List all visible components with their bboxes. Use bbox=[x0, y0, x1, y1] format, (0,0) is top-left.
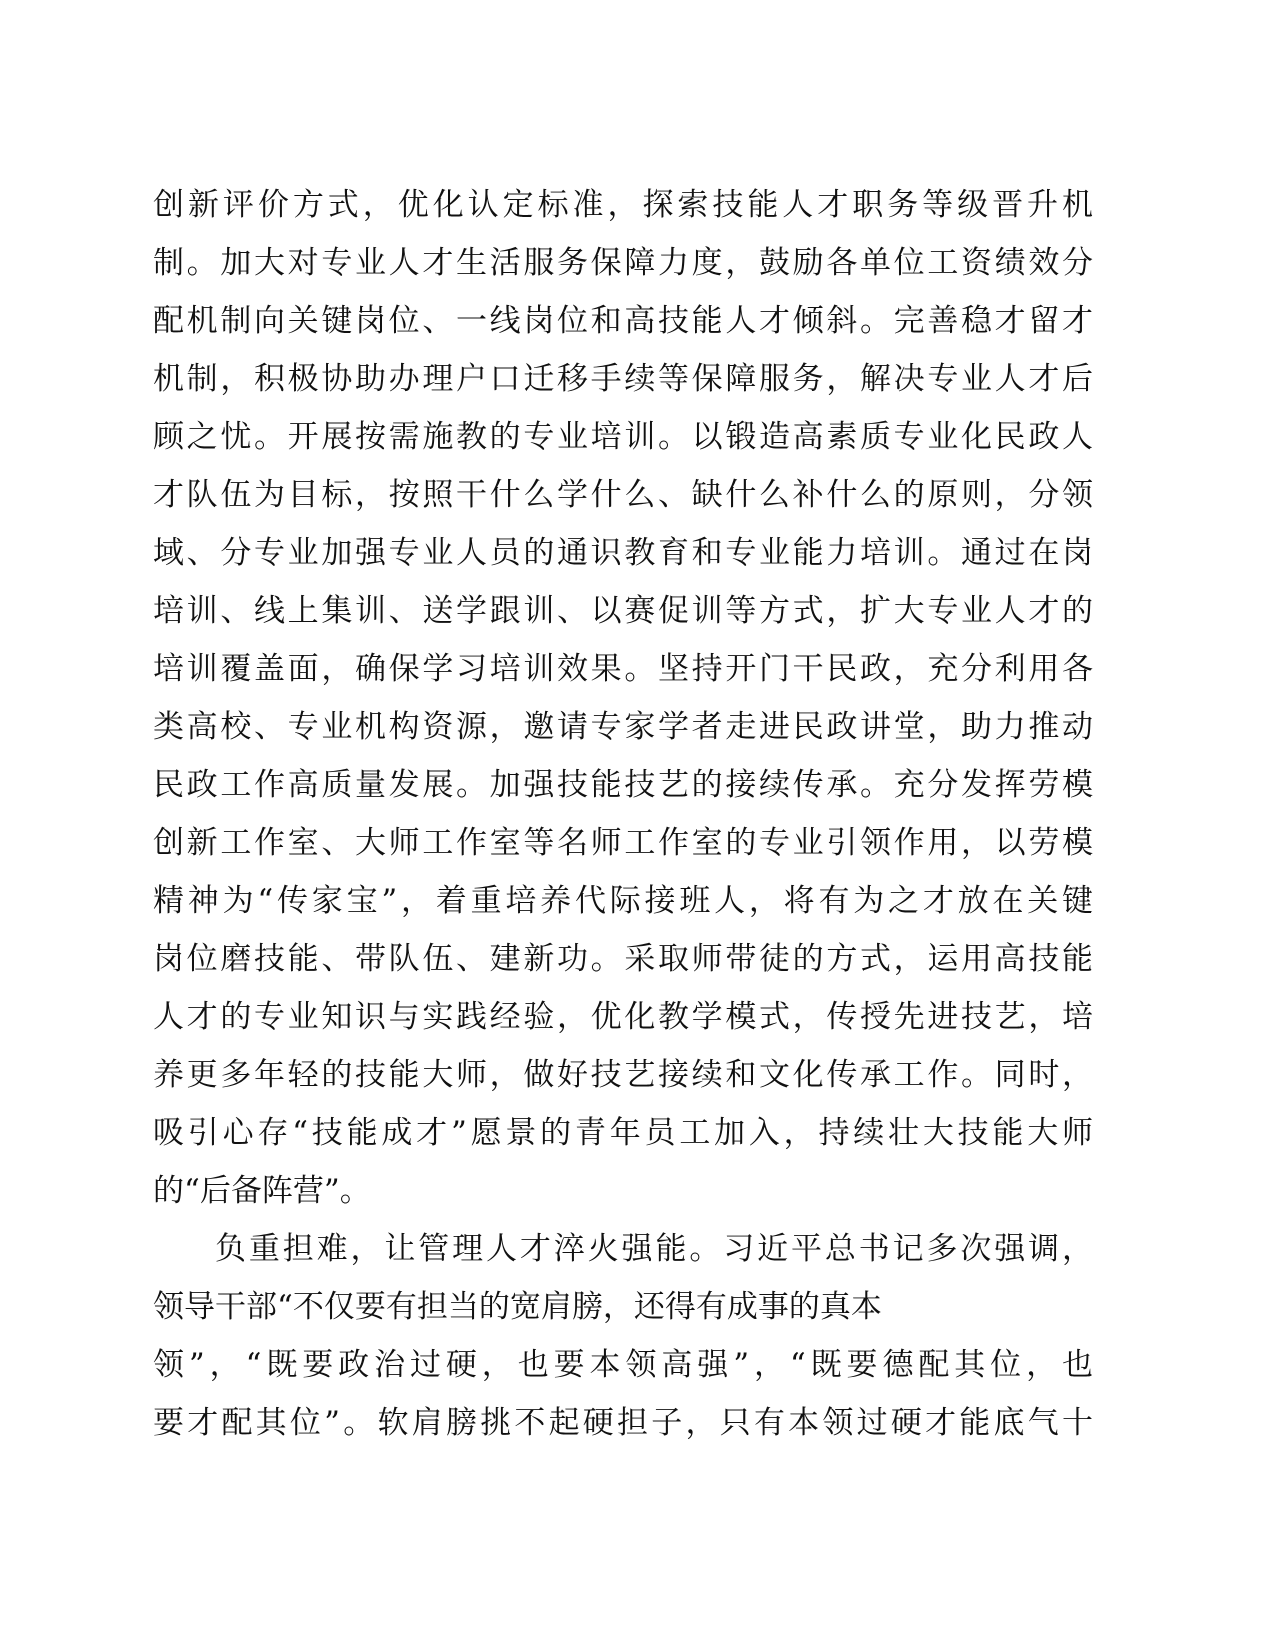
text-line: 的“后备阵营”。 bbox=[153, 1173, 371, 1209]
text-line: 要才配其位”。软肩膀挑不起硬担子，只有本领过硬才能底气十 bbox=[153, 1405, 1093, 1441]
text-line: 培训覆盖面，确保学习培训效果。坚持开门干民政，充分利用各 bbox=[153, 651, 1093, 687]
text-line: 民政工作高质量发展。加强技能技艺的接续传承。充分发挥劳模 bbox=[153, 767, 1093, 803]
text-line: 制。加大对专业人才生活服务保障力度，鼓励各单位工资绩效分 bbox=[153, 245, 1093, 281]
text-line: 机制，积极协助办理户口迁移手续等保障服务，解决专业人才后 bbox=[153, 361, 1093, 397]
text-line: 才队伍为目标，按照干什么学什么、缺什么补什么的原则，分领 bbox=[153, 477, 1093, 513]
text-line: 创新工作室、大师工作室等名师工作室的专业引领作用，以劳模 bbox=[153, 825, 1093, 861]
paragraph-start-line: 负重担难，让管理人才淬火强能。习近平总书记多次强调， bbox=[215, 1231, 1093, 1267]
text-line: 人才的专业知识与实践经验，优化教学模式，传授先进技艺，培 bbox=[153, 999, 1093, 1035]
text-line: 领导干部“不仅要有担当的宽肩膀，还得有成事的真本 bbox=[153, 1289, 882, 1325]
body-text bbox=[153, 176, 1093, 1452]
text-line: 配机制向关键岗位、一线岗位和高技能人才倾斜。完善稳才留才 bbox=[153, 303, 1093, 339]
text-line: 顾之忧。开展按需施教的专业培训。以锻造高素质专业化民政人 bbox=[153, 419, 1093, 455]
text-line: 养更多年轻的技能大师，做好技艺接续和文化传承工作。同时， bbox=[153, 1057, 1093, 1093]
text-line: 吸引心存“技能成才”愿景的青年员工加入，持续壮大技能大师 bbox=[153, 1115, 1093, 1151]
text-line: 域、分专业加强专业人员的通识教育和专业能力培训。通过在岗 bbox=[153, 535, 1093, 571]
text-line: 领”，“既要政治过硬，也要本领高强”，“既要德配其位，也 bbox=[153, 1347, 1093, 1383]
text-line: 培训、线上集训、送学跟训、以赛促训等方式，扩大专业人才的 bbox=[153, 593, 1093, 629]
text-line: 创新评价方式，优化认定标准，探索技能人才职务等级晋升机 bbox=[153, 187, 1093, 223]
text-line: 精神为“传家宝”，着重培养代际接班人，将有为之才放在关键 bbox=[153, 883, 1093, 919]
text-line: 类高校、专业机构资源，邀请专家学者走进民政讲堂，助力推动 bbox=[153, 709, 1093, 745]
text-line: 岗位磨技能、带队伍、建新功。采取师带徒的方式，运用高技能 bbox=[153, 941, 1093, 977]
